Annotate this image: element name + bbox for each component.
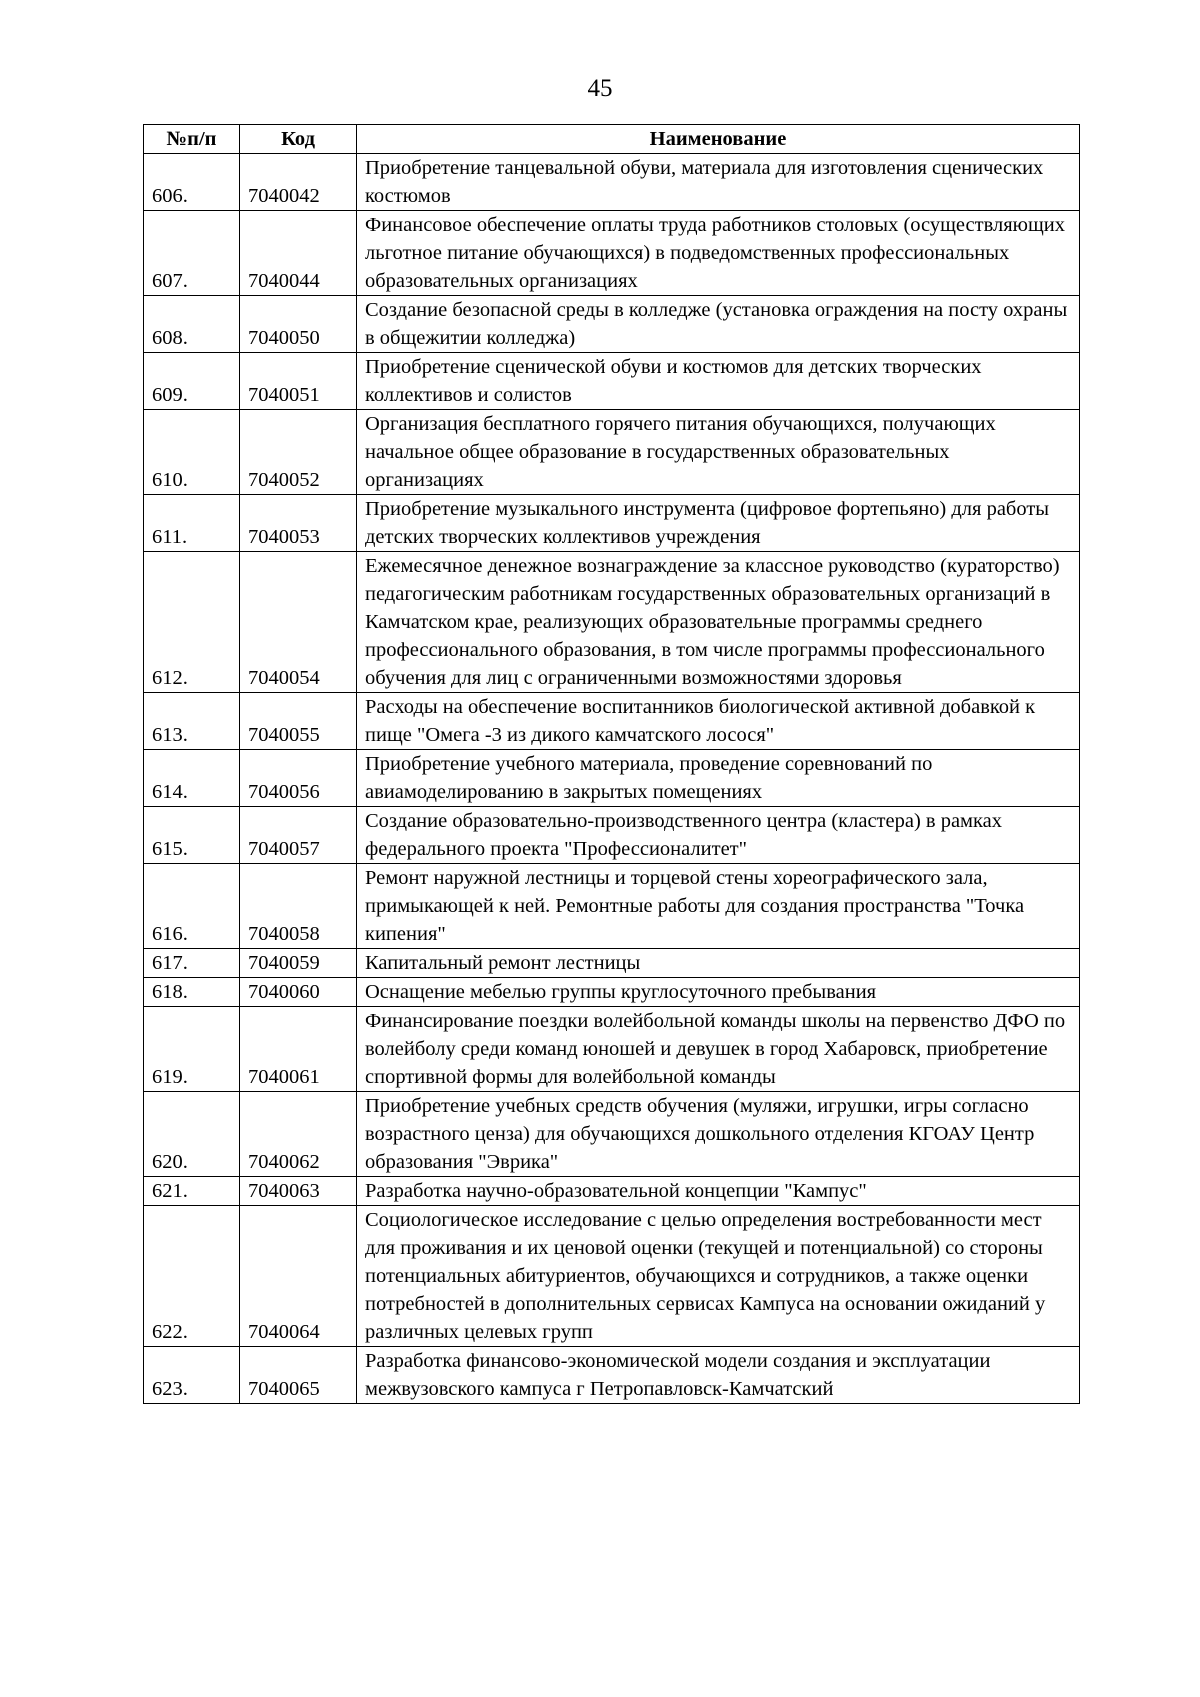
table-row [144, 1007, 1080, 1092]
cell-num: 607. [144, 211, 240, 296]
page-number: 45 [587, 75, 613, 102]
cell-code: 7040055 [240, 693, 357, 750]
table-body [144, 154, 1080, 1404]
cell-code: 7040060 [240, 978, 357, 1007]
cell-num: 620. [144, 1092, 240, 1177]
cell-name: Финансирование поездки волейбольной команды школы на первенство ДФО по волейболу среди команд юношей и девушек в город Хабаровск, приобретение спортивной формы для волейбольной команды [357, 1007, 1080, 1092]
table-row [144, 552, 1080, 693]
cell-name: Ремонт наружной лестницы и торцевой стены хореографического зала, примыкающей к ней. Ремонтные работы для создания пространства "Точка кипения" [357, 864, 1080, 949]
cell-code: 7040059 [240, 949, 357, 978]
table-row [144, 154, 1080, 211]
cell-num: 609. [144, 353, 240, 410]
table-header-row [144, 125, 1080, 154]
cell-name: Приобретение музыкального инструмента (цифровое фортепьяно) для работы детских творческих коллективов учреждения [357, 495, 1080, 552]
cell-num: 623. [144, 1347, 240, 1404]
cell-name: Приобретение учебных средств обучения (муляжи, игрушки, игры согласно возрастного ценза) для обучающихся дошкольного отделения КГОАУ Центр образования "Эврика" [357, 1092, 1080, 1177]
cell-num: 615. [144, 807, 240, 864]
cell-code: 7040061 [240, 1007, 357, 1092]
table-row [144, 1092, 1080, 1177]
cell-name: Разработка научно-образовательной концепции "Кампус" [357, 1177, 1080, 1206]
table-row [144, 296, 1080, 353]
cell-name: Приобретение танцевальной обуви, материала для изготовления сценических костюмов [357, 154, 1080, 211]
cell-name: Капитальный ремонт лестницы [357, 949, 1080, 978]
cell-name: Социологическое исследование с целью определения востребованности мест для проживания и их ценовой оценки (текущей и потенциальной) со стороны потенциальных абитуриентов, обучающихся и сотрудников, а также оценки потребностей в дополнительных сервисах Кампуса на основании ожиданий у различных целевых групп [357, 1206, 1080, 1347]
cell-num: 614. [144, 750, 240, 807]
cell-num: 612. [144, 552, 240, 693]
cell-num: 619. [144, 1007, 240, 1092]
cell-code: 7040063 [240, 1177, 357, 1206]
cell-code: 7040054 [240, 552, 357, 693]
cell-code: 7040053 [240, 495, 357, 552]
table-row [144, 1206, 1080, 1347]
cell-name: Ежемесячное денежное вознаграждение за классное руководство (кураторство) педагогическим работникам государственных образовательных организаций в Камчатском крае, реализующих образовательные программы среднего профессионального образования, в том числе программы профессионального обучения для лиц с ограниченными возможностями здоровья [357, 552, 1080, 693]
cell-name: Расходы на обеспечение воспитанников биологической активной добавкой к пище "Омега -3 из дикого камчатского лосося" [357, 693, 1080, 750]
table-row [144, 864, 1080, 949]
cell-code: 7040064 [240, 1206, 357, 1347]
header-name: Наименование [357, 125, 1080, 154]
cell-code: 7040056 [240, 750, 357, 807]
cell-num: 611. [144, 495, 240, 552]
cell-name: Приобретение учебного материала, проведение соревнований по авиамоделированию в закрытых помещениях [357, 750, 1080, 807]
table-row [144, 1347, 1080, 1404]
table-row [144, 211, 1080, 296]
table-row [144, 410, 1080, 495]
cell-code: 7040044 [240, 211, 357, 296]
table-row [144, 495, 1080, 552]
cell-code: 7040052 [240, 410, 357, 495]
cell-name: Организация бесплатного горячего питания обучающихся, получающих начальное общее образование в государственных образовательных организациях [357, 410, 1080, 495]
cell-code: 7040042 [240, 154, 357, 211]
table-row [144, 978, 1080, 1007]
cell-code: 7040058 [240, 864, 357, 949]
table-row [144, 353, 1080, 410]
cell-num: 616. [144, 864, 240, 949]
cell-num: 613. [144, 693, 240, 750]
table-row [144, 693, 1080, 750]
cell-code: 7040057 [240, 807, 357, 864]
cell-num: 618. [144, 978, 240, 1007]
cell-num: 610. [144, 410, 240, 495]
cell-name: Создание безопасной среды в колледже (установка ограждения на посту охраны в общежитии колледжа) [357, 296, 1080, 353]
table-row [144, 750, 1080, 807]
table-row [144, 1177, 1080, 1206]
codes-table [143, 124, 1080, 1404]
table-row [144, 807, 1080, 864]
table-row [144, 949, 1080, 978]
cell-name: Оснащение мебелью группы круглосуточного пребывания [357, 978, 1080, 1007]
cell-num: 606. [144, 154, 240, 211]
cell-num: 622. [144, 1206, 240, 1347]
cell-code: 7040050 [240, 296, 357, 353]
cell-num: 617. [144, 949, 240, 978]
cell-num: 608. [144, 296, 240, 353]
cell-name: Разработка финансово-экономической модели создания и эксплуатации межвузовского кампуса г Петропавловск-Камчатский [357, 1347, 1080, 1404]
cell-name: Финансовое обеспечение оплаты труда работников столовых (осуществляющих льготное питание обучающихся) в подведомственных профессиональных образовательных организациях [357, 211, 1080, 296]
cell-code: 7040065 [240, 1347, 357, 1404]
cell-name: Создание образовательно-производственного центра (кластера) в рамках федерального проекта "Профессионалитет" [357, 807, 1080, 864]
header-num: №п/п [144, 125, 240, 154]
header-code: Код [240, 125, 357, 154]
cell-code: 7040051 [240, 353, 357, 410]
cell-code: 7040062 [240, 1092, 357, 1177]
cell-num: 621. [144, 1177, 240, 1206]
cell-name: Приобретение сценической обуви и костюмов для детских творческих коллективов и солистов [357, 353, 1080, 410]
